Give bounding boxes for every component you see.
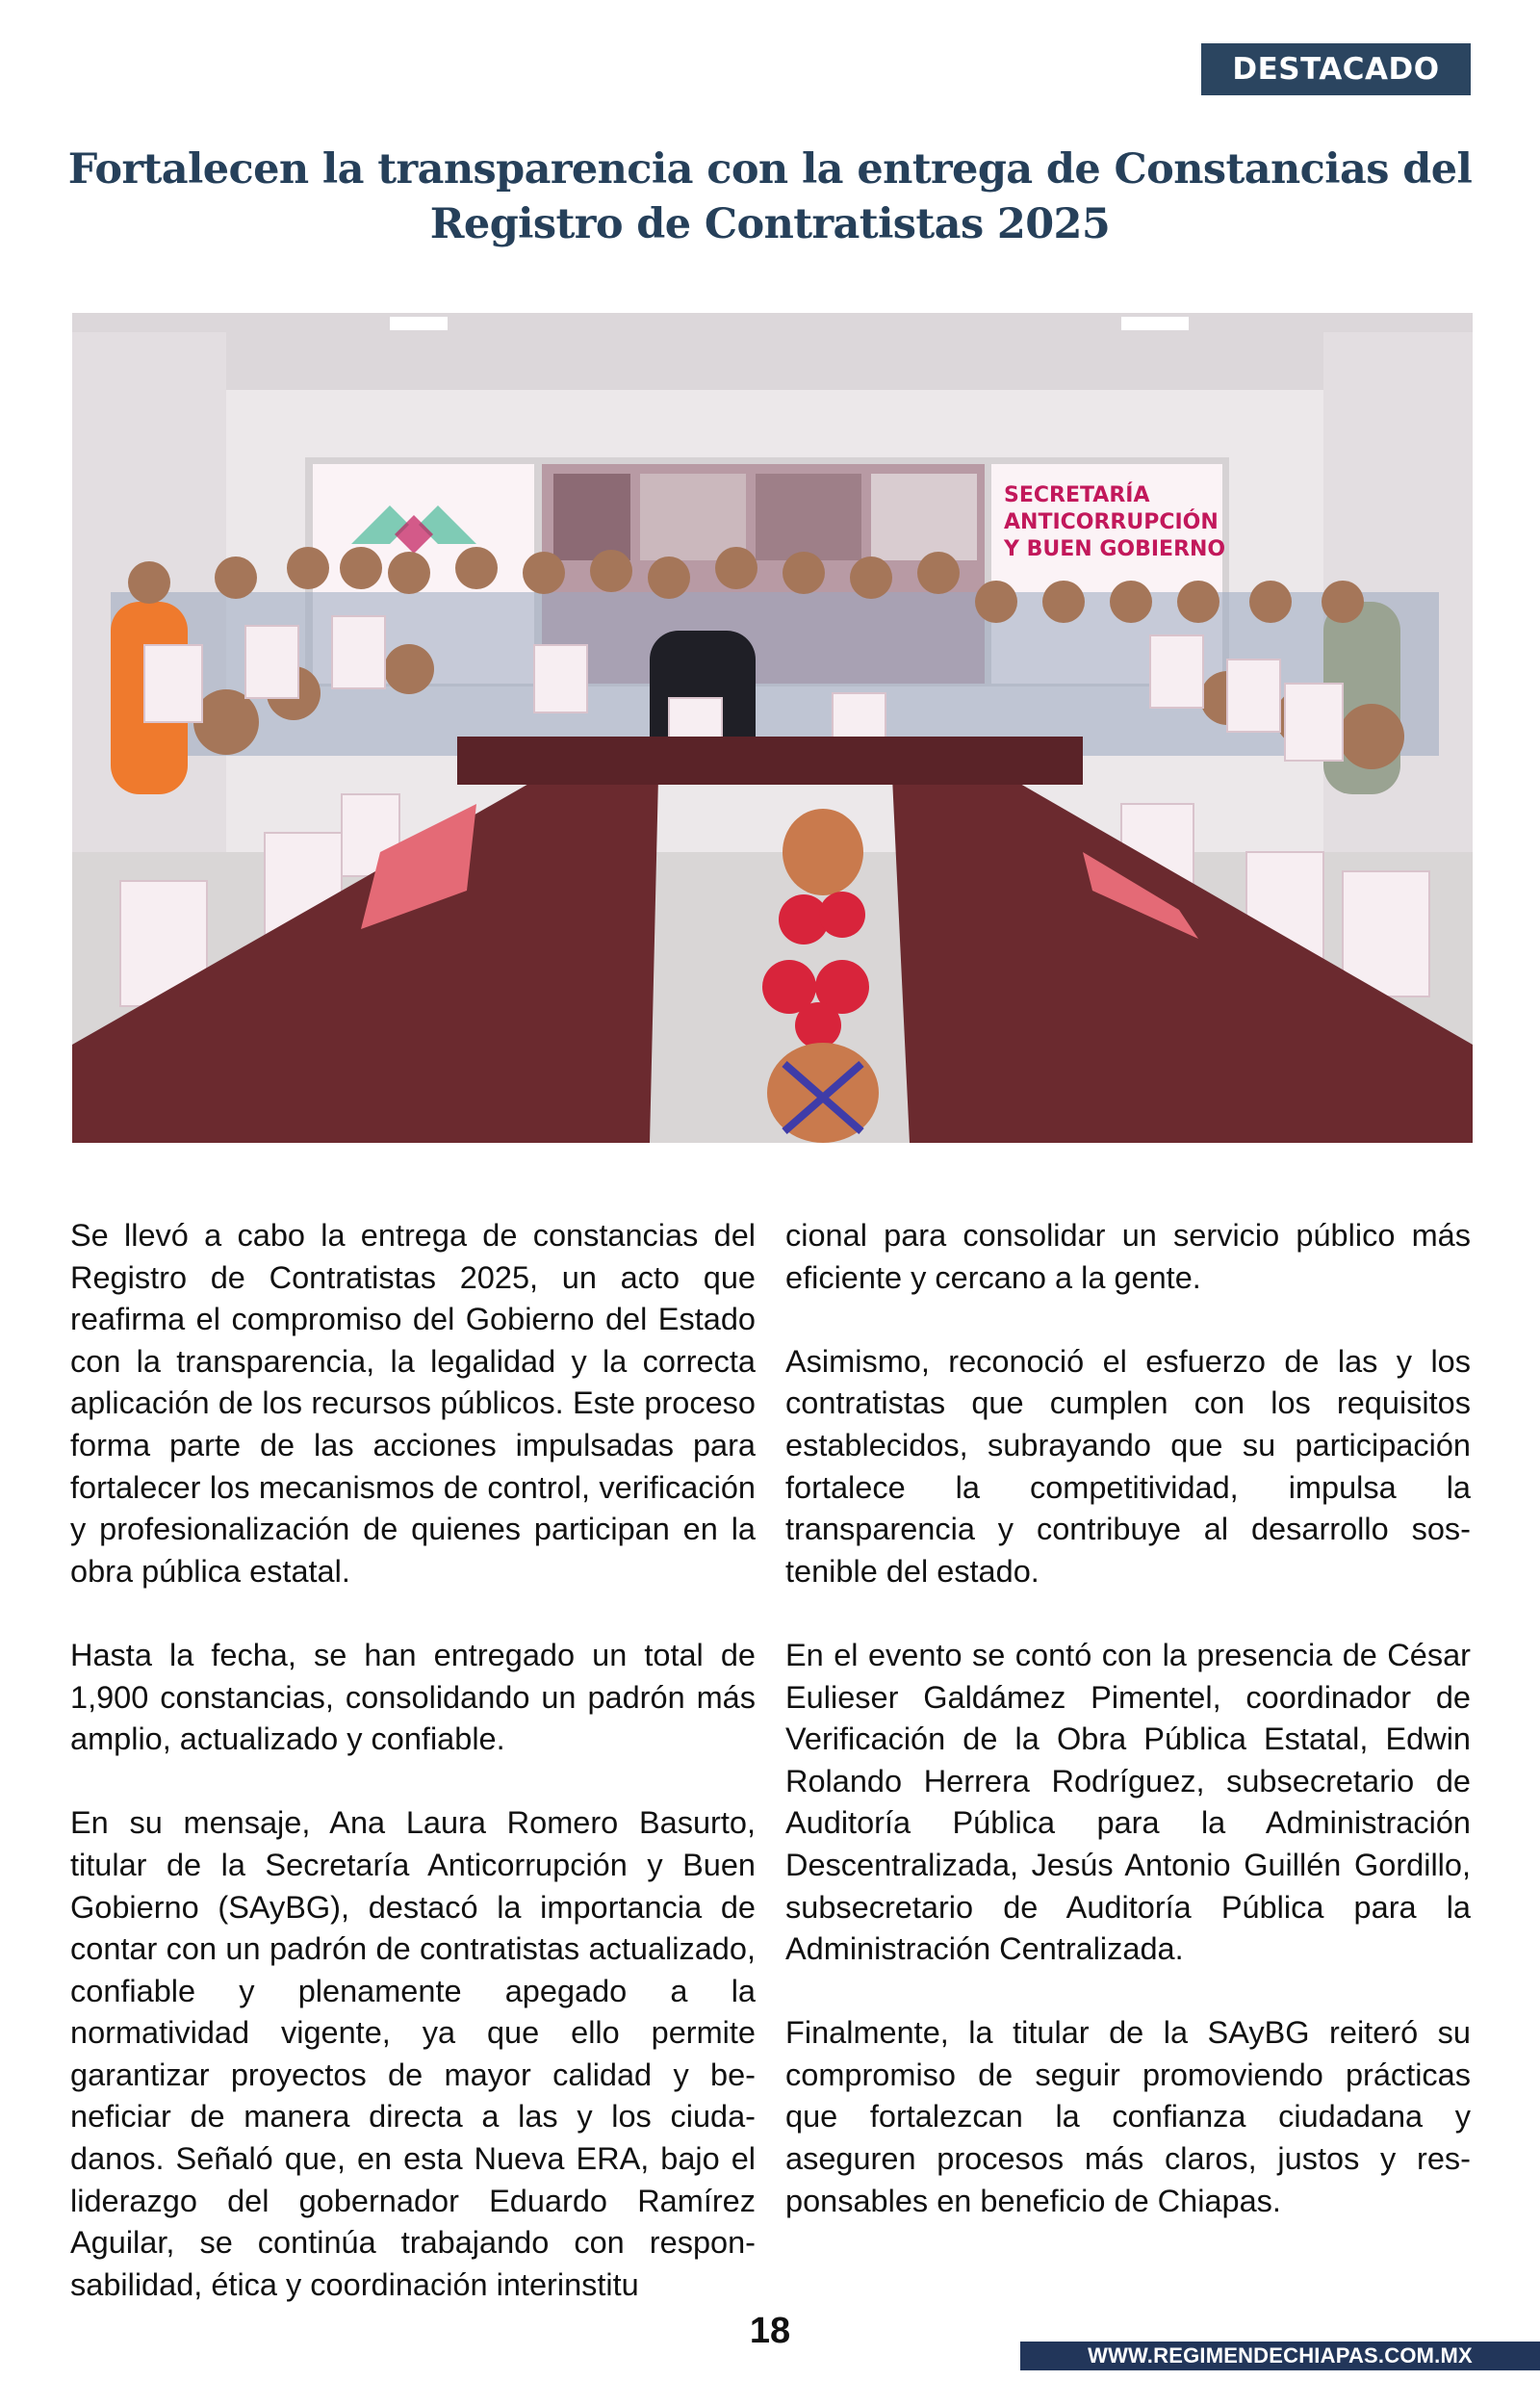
website-link[interactable]: WWW.REGIMENDECHIAPAS.COM.MX bbox=[1020, 2342, 1540, 2370]
section-tag: DESTACADO bbox=[1201, 43, 1471, 95]
paragraph: Hasta la fecha, se han entregado un total de 1,900 constancias, consolidando un padrón más amplio, actualizado y confiable. bbox=[70, 1637, 756, 1757]
collage-photo bbox=[756, 474, 861, 560]
ceiling-light bbox=[390, 317, 448, 330]
ceiling bbox=[72, 313, 1473, 390]
article-column-right bbox=[785, 1215, 1471, 2306]
article-column-left bbox=[70, 1215, 756, 2306]
paragraph: Asimismo, reconoció el esfuerzo de las y los contratistas que cumplen con los requisitos establecidos, subrayando que su participación fortalece la competitividad, impulsa la transparencia y contribuye al desarrollo sostenible del estado. bbox=[785, 1343, 1471, 1589]
backdrop-text-line-3: Y BUEN GOBIERNO bbox=[1004, 537, 1226, 561]
article-title-line-2: Registro de Contratistas 2025 bbox=[429, 200, 1111, 248]
ceiling-light bbox=[1121, 317, 1189, 330]
backdrop-text-line-2: ANTICORRUPCIÓN bbox=[1004, 510, 1219, 534]
article-photo bbox=[72, 313, 1473, 1143]
collage-photo bbox=[640, 474, 746, 560]
article-title bbox=[58, 142, 1482, 252]
clay-vase bbox=[783, 809, 863, 895]
collage-photo bbox=[871, 474, 977, 560]
table-head bbox=[457, 737, 1083, 785]
page-number: 18 bbox=[749, 2311, 791, 2351]
paragraph: Finalmente, la titular de la SAyBG reiteró su compromiso de seguir promoviendo prácticas que fortalezcan la confianza ciudadana y aseguren procesos más claros, justos y responsables en beneficio de Chiapas. bbox=[785, 2015, 1471, 2218]
paragraph: Se llevó a cabo la entrega de constancias del Registro de Contratistas 2025, un acto que reafirma el compromiso del Gobierno del Estado con la transparencia, la legalidad y la correcta aplicación de los recursos públicos. Este proceso forma parte de las acciones impulsadas para fortalecer los mecanismos de control, verificación y profesionalización de quienes participan en la obra pública estatal. bbox=[70, 1218, 756, 1589]
collage-photo bbox=[553, 474, 630, 560]
paragraph: cional para consolidar un servicio público más eficiente y cercano a la gente. bbox=[785, 1218, 1471, 1295]
paragraph: En su mensaje, Ana Laura Romero Basurto, titular de la Secretaría Anticorrupción y Buen Gobierno (SAyBG), destacó la importancia de contar con un padrón de contratistas actualizado, confiable y plenamente apegado a la normatividad vigente, ya que ello permite garantizar proyectos de mayor calidad y beneficiar de manera directa a las y los ciudadanos. Señaló que, en esta Nueva ERA, bajo el liderazgo del gobernador Eduardo Ramírez Aguilar, se continúa trabajando con responsabilidad, ética y coordinación interinstitu bbox=[70, 1805, 756, 2302]
group-photo-illustration bbox=[72, 313, 1473, 1143]
backdrop-text-line-1: SECRETARÍA bbox=[1004, 483, 1150, 507]
paragraph: En el evento se contó con la presencia de César Eulieser Galdámez Pimentel, coordinador de Verificación de la Obra Pública Estatal, Edwin Rolando Herrera Rodríguez, subsecretario de Auditoría Pública para la Administración Descentralizada, Jesús Antonio Guillén Gordillo, subsecretario de Auditoría Pública para la Administración Centralizada. bbox=[785, 1637, 1471, 1967]
article-body bbox=[70, 1215, 1471, 2306]
article-title-line-1: Fortalecen la transparencia con la entrega de Constancias del bbox=[67, 145, 1473, 194]
